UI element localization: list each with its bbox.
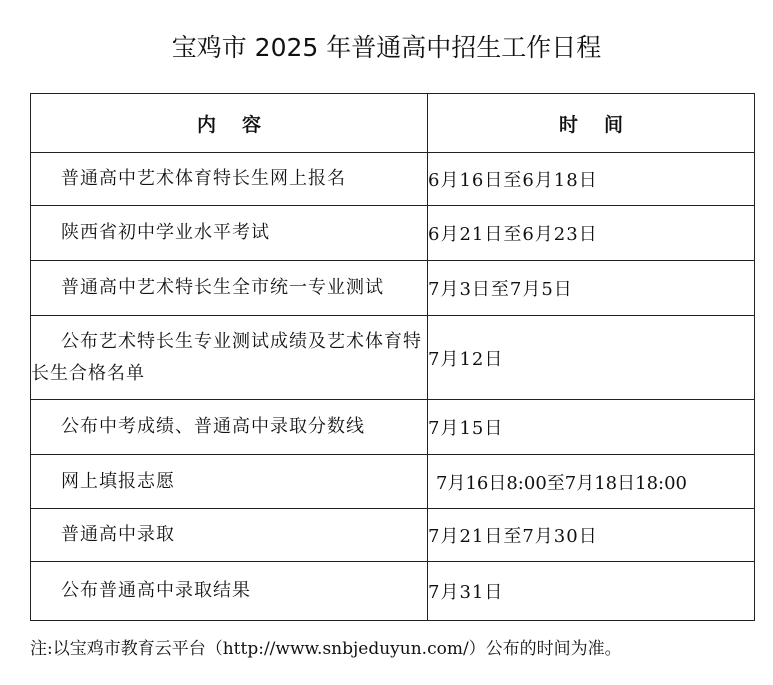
header-time: 时间	[428, 94, 755, 153]
row-time: 7月15日	[428, 400, 755, 455]
row-time: 7月3日至7月5日	[428, 261, 755, 316]
table-row	[31, 562, 755, 621]
row-content: 网上填报志愿	[31, 455, 428, 509]
table-row	[31, 400, 755, 455]
table-row	[31, 261, 755, 316]
row-content: 公布普通高中录取结果	[31, 562, 428, 621]
row-time: 6月16日至6月18日	[428, 153, 755, 206]
row-time: 6月21日至6月23日	[428, 206, 755, 261]
footnote: 注:以宝鸡市教育云平台（http://www.snbjeduyun.com/）公布的时间为准。	[30, 639, 622, 659]
row-time: 7月16日8:00至7月18日18:00	[428, 455, 755, 509]
row-content: 普通高中艺术体育特长生网上报名	[31, 153, 428, 206]
document-title: 宝鸡市 2025 年普通高中招生工作日程	[171, 33, 602, 62]
row-content: 公布中考成绩、普通高中录取分数线	[31, 400, 428, 455]
header-content: 内容	[31, 94, 428, 153]
row-time: 7月12日	[428, 316, 755, 400]
row-time: 7月31日	[428, 562, 755, 621]
table-header-row	[31, 94, 755, 153]
row-content: 普通高中艺术特长生全市统一专业测试	[31, 261, 428, 316]
table-row	[31, 316, 755, 400]
row-content: 陕西省初中学业水平考试	[31, 206, 428, 261]
row-content: 普通高中录取	[31, 509, 428, 562]
table-row	[31, 509, 755, 562]
row-time: 7月21日至7月30日	[428, 509, 755, 562]
table-row	[31, 206, 755, 261]
row-content: 公布艺术特长生专业测试成绩及艺术体育特长生合格名单	[31, 316, 428, 400]
table-row	[31, 153, 755, 206]
schedule-table	[30, 93, 755, 621]
table-row	[31, 455, 755, 509]
